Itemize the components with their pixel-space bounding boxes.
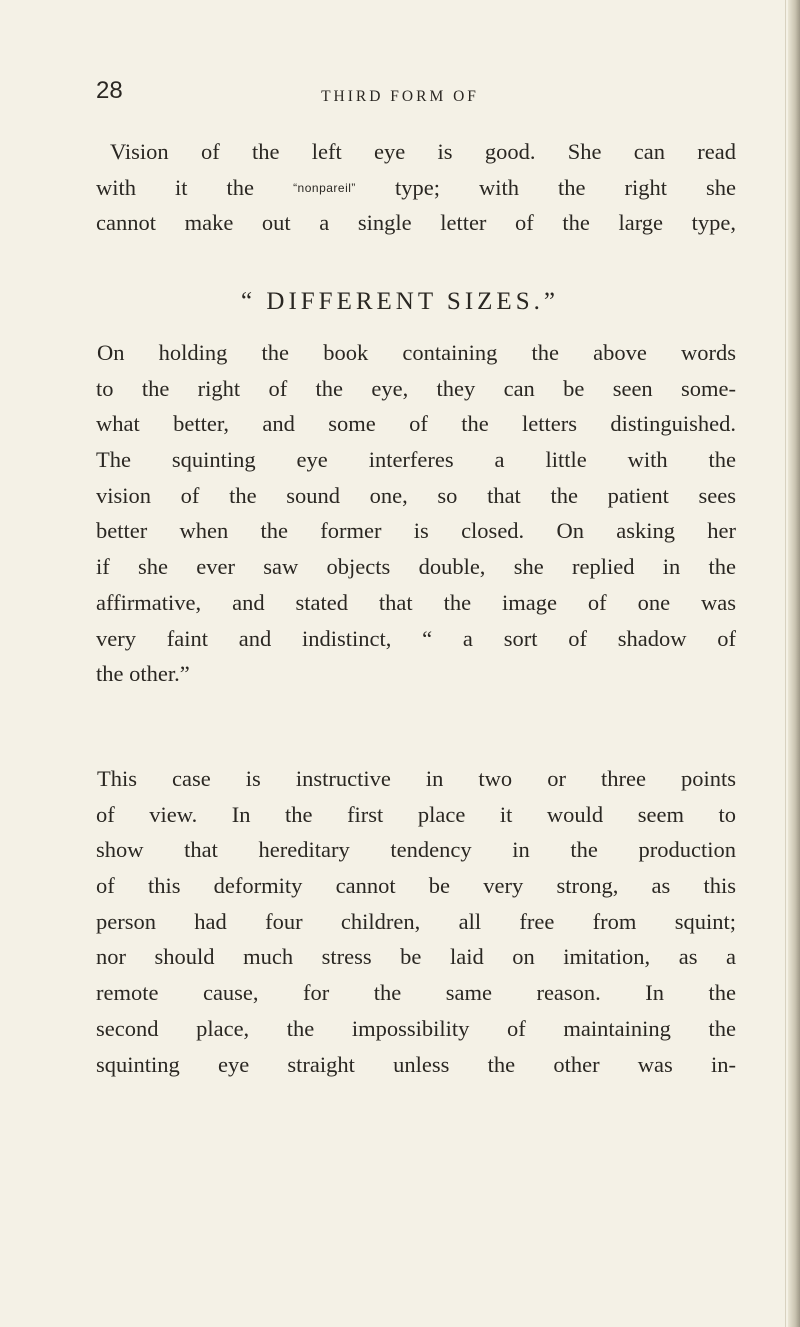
- text-line: nor should much stress be laid on imitation, as a: [96, 944, 736, 970]
- large-type-sample: “ DIFFERENT SIZES.”: [241, 288, 559, 315]
- text-line: very faint and indistinct, “ a sort of shadow of: [96, 625, 736, 651]
- text-line: On holding the book containing the above words: [97, 340, 736, 365]
- running-head: THIRD FORM OF: [321, 88, 479, 105]
- text-line: to the right of the eye, they can be seen some-: [96, 375, 736, 401]
- text-line: [96, 170, 736, 206]
- text-line: person had four children, all free from squint;: [96, 908, 736, 934]
- text-fragment: type; with the right she: [394, 174, 737, 200]
- paragraph-instructive-case: [96, 761, 736, 1082]
- text-line: the other.”: [96, 661, 190, 687]
- text-line: of view. In the first place it would seem to: [96, 801, 736, 827]
- paragraph-holding-book: [96, 335, 736, 692]
- text-line: of this deformity cannot be very strong, as this: [96, 873, 736, 899]
- text-fragment: with it the: [96, 174, 255, 200]
- text-line: This case is instructive in two or three points: [97, 766, 736, 791]
- text-line: second place, the impossibility of maintaining the: [96, 1015, 736, 1041]
- page-header: [0, 76, 800, 112]
- text-line: vision of the sound one, so that the patient sees: [96, 482, 736, 508]
- text-line: better when the former is closed. On asking her: [96, 518, 736, 544]
- text-line: remote cause, for the same reason. In the: [96, 980, 736, 1006]
- text-line: affirmative, and stated that the image of one was: [96, 589, 736, 615]
- page-edge-shadow: [788, 0, 800, 1327]
- text-line: show that hereditary tendency in the production: [96, 837, 736, 863]
- text-line: if she ever saw objects double, she replied in the: [96, 554, 736, 580]
- page-edge-line: [785, 0, 786, 1327]
- paragraph-vision: [96, 134, 736, 241]
- page-number: 28: [96, 77, 123, 104]
- text-line: The squinting eye interferes a little with the: [96, 447, 736, 473]
- text-line: cannot make out a single letter of the large type,: [96, 210, 736, 236]
- text-line: what better, and some of the letters distinguished.: [96, 411, 736, 437]
- nonpareil-sample: “nonpareil”: [293, 180, 356, 195]
- text-line: squinting eye straight unless the other was in-: [96, 1051, 736, 1077]
- text-line: Vision of the left eye is good. She can read: [110, 139, 736, 164]
